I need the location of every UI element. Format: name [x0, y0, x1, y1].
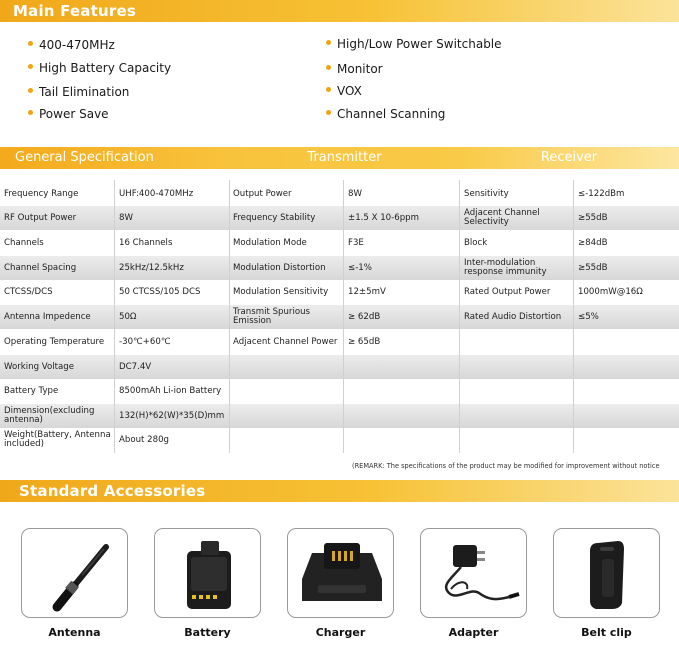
table-row [0, 379, 679, 403]
belt-clip-icon [554, 529, 660, 618]
spec-value: -30℃+60℃ [119, 336, 171, 347]
table-row [0, 330, 679, 354]
table-row [0, 182, 679, 206]
spec-value: ≤-1% [348, 262, 372, 273]
spec-value: ≥ 62dB [348, 311, 381, 322]
bullet-icon [28, 110, 33, 115]
spec-label: Battery Type [4, 385, 59, 396]
feature-item: 400-470MHz [39, 38, 115, 52]
main-features-title: Main Features [13, 2, 136, 20]
battery-card [154, 528, 261, 618]
spec-value: ≥ 65dB [348, 336, 381, 347]
spec-label: Adjacent Channel Power [233, 336, 338, 347]
table-row [0, 305, 679, 329]
adapter-card [420, 528, 527, 618]
bullet-icon [28, 64, 33, 69]
table-row [0, 280, 679, 304]
spec-value: DC7.4V [119, 361, 152, 372]
spec-label: Frequency Range [4, 188, 79, 199]
table-row [0, 404, 679, 428]
table-row [0, 206, 679, 230]
table-row [0, 428, 679, 452]
antenna-label: Antenna [48, 626, 101, 639]
transmitter-header: Transmitter [230, 147, 459, 169]
spec-label: Output Power [233, 188, 292, 199]
spec-value: ≥55dB [578, 262, 608, 273]
table-row [0, 256, 679, 280]
spec-label: Sensitivity [464, 188, 509, 199]
belt-clip-card [553, 528, 660, 618]
bullet-icon [326, 65, 331, 70]
charger-label: Charger [315, 626, 366, 639]
spec-label: Adjacent Channel Selectivity [464, 208, 540, 227]
spec-value: F3E [348, 237, 364, 248]
spec-value: ≤-122dBm [578, 188, 625, 199]
spec-label: Inter-modulation response immunity [464, 258, 547, 277]
spec-label: Modulation Distortion [233, 262, 326, 273]
charger-icon [288, 529, 394, 618]
feature-item: Tail Elimination [39, 85, 129, 99]
spec-label: Modulation Mode [233, 237, 307, 248]
spec-value: 1000mW@16Ω [578, 286, 643, 297]
spec-value: UHF:400-470MHz [119, 188, 194, 199]
column-divider [459, 180, 460, 453]
spec-label: Operating Temperature [4, 336, 105, 347]
feature-item: Monitor [337, 62, 383, 76]
column-divider [114, 180, 115, 453]
spec-value: ≤5% [578, 311, 599, 322]
spec-label: Transmit Spurious Emission [233, 307, 311, 326]
battery-icon [155, 529, 261, 618]
receiver-header: Receiver [459, 147, 679, 169]
bullet-icon [326, 110, 331, 115]
spec-label: Working Voltage [4, 361, 75, 372]
spec-value: 12±5mV [348, 286, 386, 297]
spec-value: About 280g [119, 434, 169, 445]
main-features-banner [0, 0, 679, 22]
table-row [0, 231, 679, 255]
adapter-label: Adapter [448, 626, 499, 639]
spec-value: ±1.5 X 10-6ppm [348, 212, 420, 223]
feature-item: VOX [337, 84, 362, 98]
spec-label: Channel Spacing [4, 262, 77, 273]
spec-label: Modulation Sensitivity [233, 286, 329, 297]
spec-label: Block [464, 237, 488, 248]
antenna-card [21, 528, 128, 618]
belt-clip-label: Belt clip [581, 626, 632, 639]
spec-header-bar [0, 147, 679, 169]
adapter-icon [421, 529, 527, 618]
spec-label: Weight(Battery, Antenna included) [4, 430, 111, 449]
spec-label: RF Output Power [4, 212, 77, 223]
feature-item: High/Low Power Switchable [337, 37, 502, 51]
bullet-icon [326, 40, 331, 45]
spec-label: Antenna Impedence [4, 311, 91, 322]
spec-value: 50Ω [119, 311, 137, 322]
spec-label: Rated Output Power [464, 286, 551, 297]
battery-label: Battery [184, 626, 231, 639]
column-divider [573, 180, 574, 453]
spec-label: Channels [4, 237, 44, 248]
spec-value: 25kHz/12.5kHz [119, 262, 184, 273]
charger-card [287, 528, 394, 618]
spec-value: 16 Channels [119, 237, 173, 248]
spec-label: Rated Audio Distortion [464, 311, 562, 322]
remark-text: (REMARK: The specifications of the product may be modified for improvement without notice [352, 462, 660, 470]
spec-value: 132(H)*62(W)*35(D)mm [119, 410, 225, 421]
spec-value: 8W [348, 188, 362, 199]
bullet-icon [28, 41, 33, 46]
accessories-banner [0, 480, 679, 502]
spec-value: 8500mAh Li-ion Battery [119, 385, 222, 396]
column-divider [343, 180, 344, 453]
column-divider [229, 180, 230, 453]
spec-label: Frequency Stability [233, 212, 316, 223]
feature-item: Power Save [39, 107, 109, 121]
spec-label: CTCSS/DCS [4, 286, 53, 297]
spec-label: Dimension(excluding antenna) [4, 406, 95, 425]
antenna-icon [22, 529, 128, 618]
spec-value: 50 CTCSS/105 DCS [119, 286, 201, 297]
bullet-icon [326, 87, 331, 92]
spec-value: ≥55dB [578, 212, 608, 223]
spec-value: ≥84dB [578, 237, 608, 248]
bullet-icon [28, 88, 33, 93]
general-spec-header: General Specification [0, 147, 230, 169]
feature-item: Channel Scanning [337, 107, 445, 121]
feature-item: High Battery Capacity [39, 61, 171, 75]
accessories-title: Standard Accessories [19, 482, 206, 500]
spec-value: 8W [119, 212, 133, 223]
table-row [0, 355, 679, 379]
